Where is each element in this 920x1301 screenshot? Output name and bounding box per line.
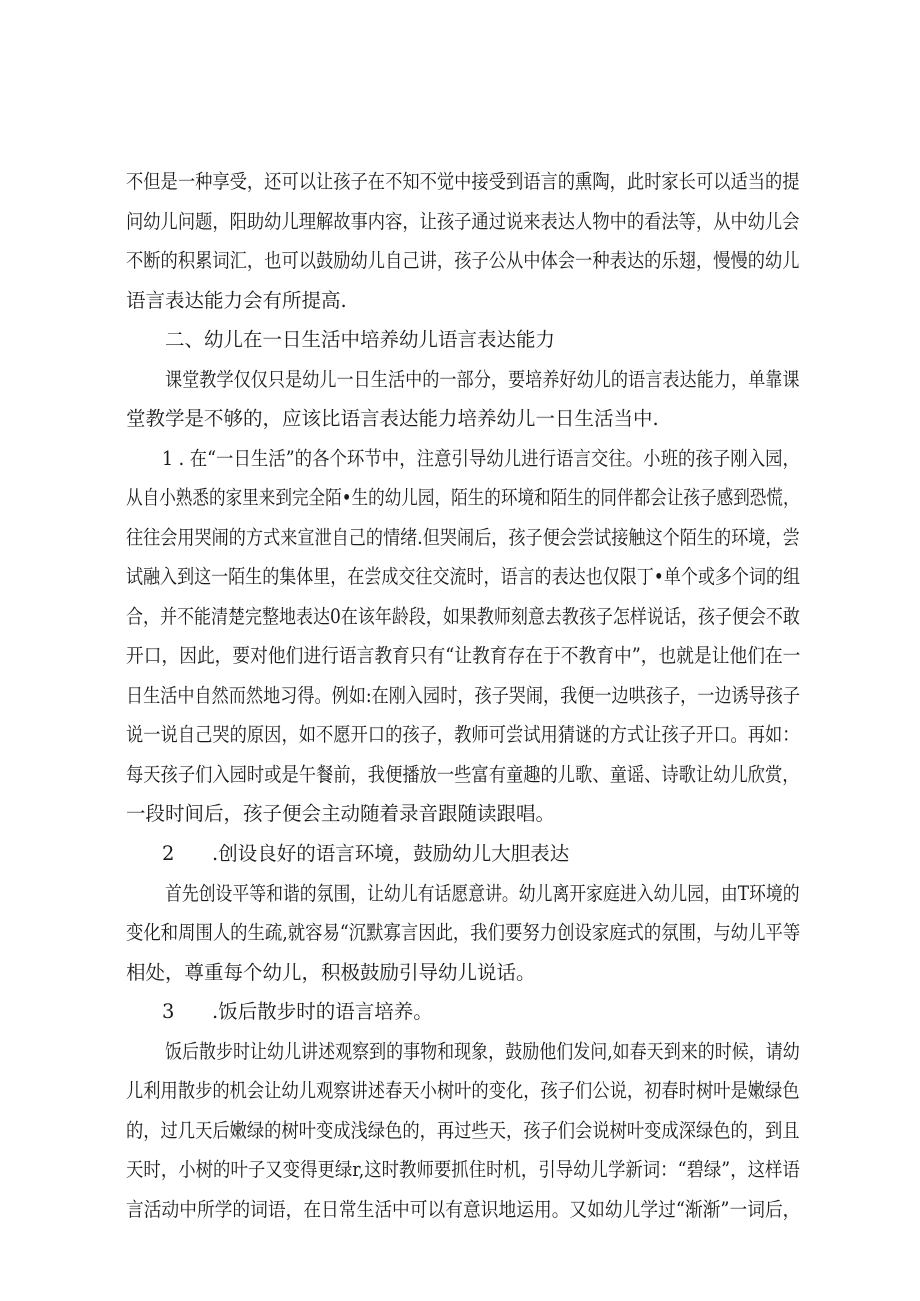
paragraph-line	[0, 1111, 920, 1151]
text-line: 天时，小树的叶子又变得更绿r,这时教师要抓住时机，引导幼儿学新词：“碧绿”，这样语	[126, 1158, 800, 1181]
paragraph-line	[0, 636, 920, 676]
text-line: 首先创设平等和谐的氛围，让幼儿有话愿意讲。幼儿离开家庭进入幼儿园，由T环境的	[165, 882, 800, 905]
text-line: 日生活中自然而然地习得。例如:在刚入园时，孩子哭闹，我便一边哄孩子，一边诱导孩子	[126, 684, 801, 707]
text-line: 课堂教学仅仅只是幼儿一日生活中的一部分，要培养好幼儿的语言表达能力，单靠课	[165, 368, 800, 391]
paragraph-line	[0, 874, 920, 914]
paragraph-line	[0, 360, 920, 400]
text-line: 往往会用哭闹的方式来宣泄自己的情绪.但哭闹后，孩子便会尝试接触这个陌生的环境，尝	[126, 526, 800, 549]
paragraph-line	[0, 557, 920, 597]
item-heading: .创设良好的语言环境，鼓励幼儿大胆表达	[212, 842, 570, 865]
text-line: 合，并不能清楚完整地表达0在该年龄段，如果教师刻意去教孩子怎样说话，孩子便会不敢	[126, 605, 800, 628]
text-line: 语言表达能力会有所提高.	[126, 289, 347, 312]
item-heading: .饭后散步时的语言培养。	[212, 1000, 433, 1023]
paragraph-line	[0, 518, 920, 558]
paragraph-line	[0, 953, 920, 993]
numbered-item-2	[0, 834, 920, 874]
text-line: 开口，因此，要对他们进行语言教育只有“让教育存在于不教育中”，也就是让他们在一	[126, 644, 801, 667]
section-heading-text: 二、幼儿在一日生活中培养幼儿语言表达能力	[165, 328, 556, 351]
paragraph-line	[0, 478, 920, 518]
text-line: 儿利用散步的机会让幼儿观察讲述春天小树叶的变化，孩子们公说，初春时树叶是嫩绿色	[126, 1079, 800, 1102]
text-line: 相处，尊重每个幼儿，积极鼓励引导幼儿说话。	[126, 961, 536, 984]
numbered-item-3	[0, 992, 920, 1032]
paragraph-line	[0, 1032, 920, 1072]
text-line: 不但是一种享受，还可以让孩子在不知不觉中接受到语言的熏陶，此时家长可以适当的提	[126, 170, 800, 193]
paragraph-line	[0, 1190, 920, 1230]
text-line: 饭后散步时让幼儿讲述观察到的事物和现象，鼓励他们发问,如春天到来的时候，请幼	[165, 1040, 800, 1063]
paragraph-line	[0, 794, 920, 834]
text-line: 1 . 在“一日生活”的各个环节中，注意引导幼儿进行语言交往。小班的孩子刚入园，	[162, 447, 800, 470]
numbered-item-1	[0, 439, 920, 479]
text-line: 问幼儿问题，阳助幼儿理解故事内容，让孩子通过说来表达人物中的看法等，从中幼儿会	[126, 210, 800, 233]
paragraph-line	[0, 715, 920, 755]
section-heading	[0, 320, 920, 360]
paragraph-line	[0, 1150, 920, 1190]
text-line: 从自小熟悉的家里来到完全陌•生的幼儿园，陌生的环境和陌生的同伴都会让孩子感到恐慌，	[126, 486, 800, 509]
paragraph-line	[0, 1071, 920, 1111]
paragraph-line	[0, 597, 920, 637]
item-number: 3	[162, 1000, 175, 1023]
text-line: 一段时间后，孩子便会主动随着录音跟随读跟唱。	[126, 802, 556, 825]
text-line: 说一说自己哭的原因，如不愿开口的孩子，教师可尝试用猜谜的方式让孩子开口。再如：	[126, 723, 800, 746]
text-line: 的，过几天后嫩绿的树叶变成浅绿色的，再过些天，孩子们会说树叶变成深绿色的，到且	[126, 1119, 800, 1142]
paragraph-line	[0, 162, 920, 202]
text-line: 堂教学是不够的，应该比语言表达能力培养幼儿一日生活当中.	[126, 407, 659, 430]
text-line: 试融入到这一陌生的集体里，在尝成交往交流时，语言的表达也仅限丁•单个或多个词的组	[126, 565, 801, 588]
text-line: 每天孩子们入园时或是午餐前，我便播放一些富有童趣的儿歌、童谣、诗歌让幼儿欣赏，	[126, 763, 800, 786]
paragraph-line	[0, 202, 920, 242]
text-line: 变化和周围人的生疏,就容易“沉默寡言因此，我们要努力创设家庭式的氛围，与幼儿平等	[126, 921, 801, 944]
item-number: 2	[162, 842, 175, 865]
paragraph-line	[0, 913, 920, 953]
paragraph-line	[0, 241, 920, 281]
text-line: 不断的积累词汇，也可以鼓励幼儿自己讲，孩子公从中体会一种表达的乐翅，慢慢的幼儿	[126, 249, 800, 272]
paragraph-line	[0, 676, 920, 716]
paragraph-line	[0, 281, 920, 321]
paragraph-line	[0, 755, 920, 795]
paragraph-line	[0, 399, 920, 439]
text-line: 言活动中所学的词语，在日常生活中可以有意识地运用。又如幼儿学过“渐渐”一词后，	[126, 1198, 801, 1221]
